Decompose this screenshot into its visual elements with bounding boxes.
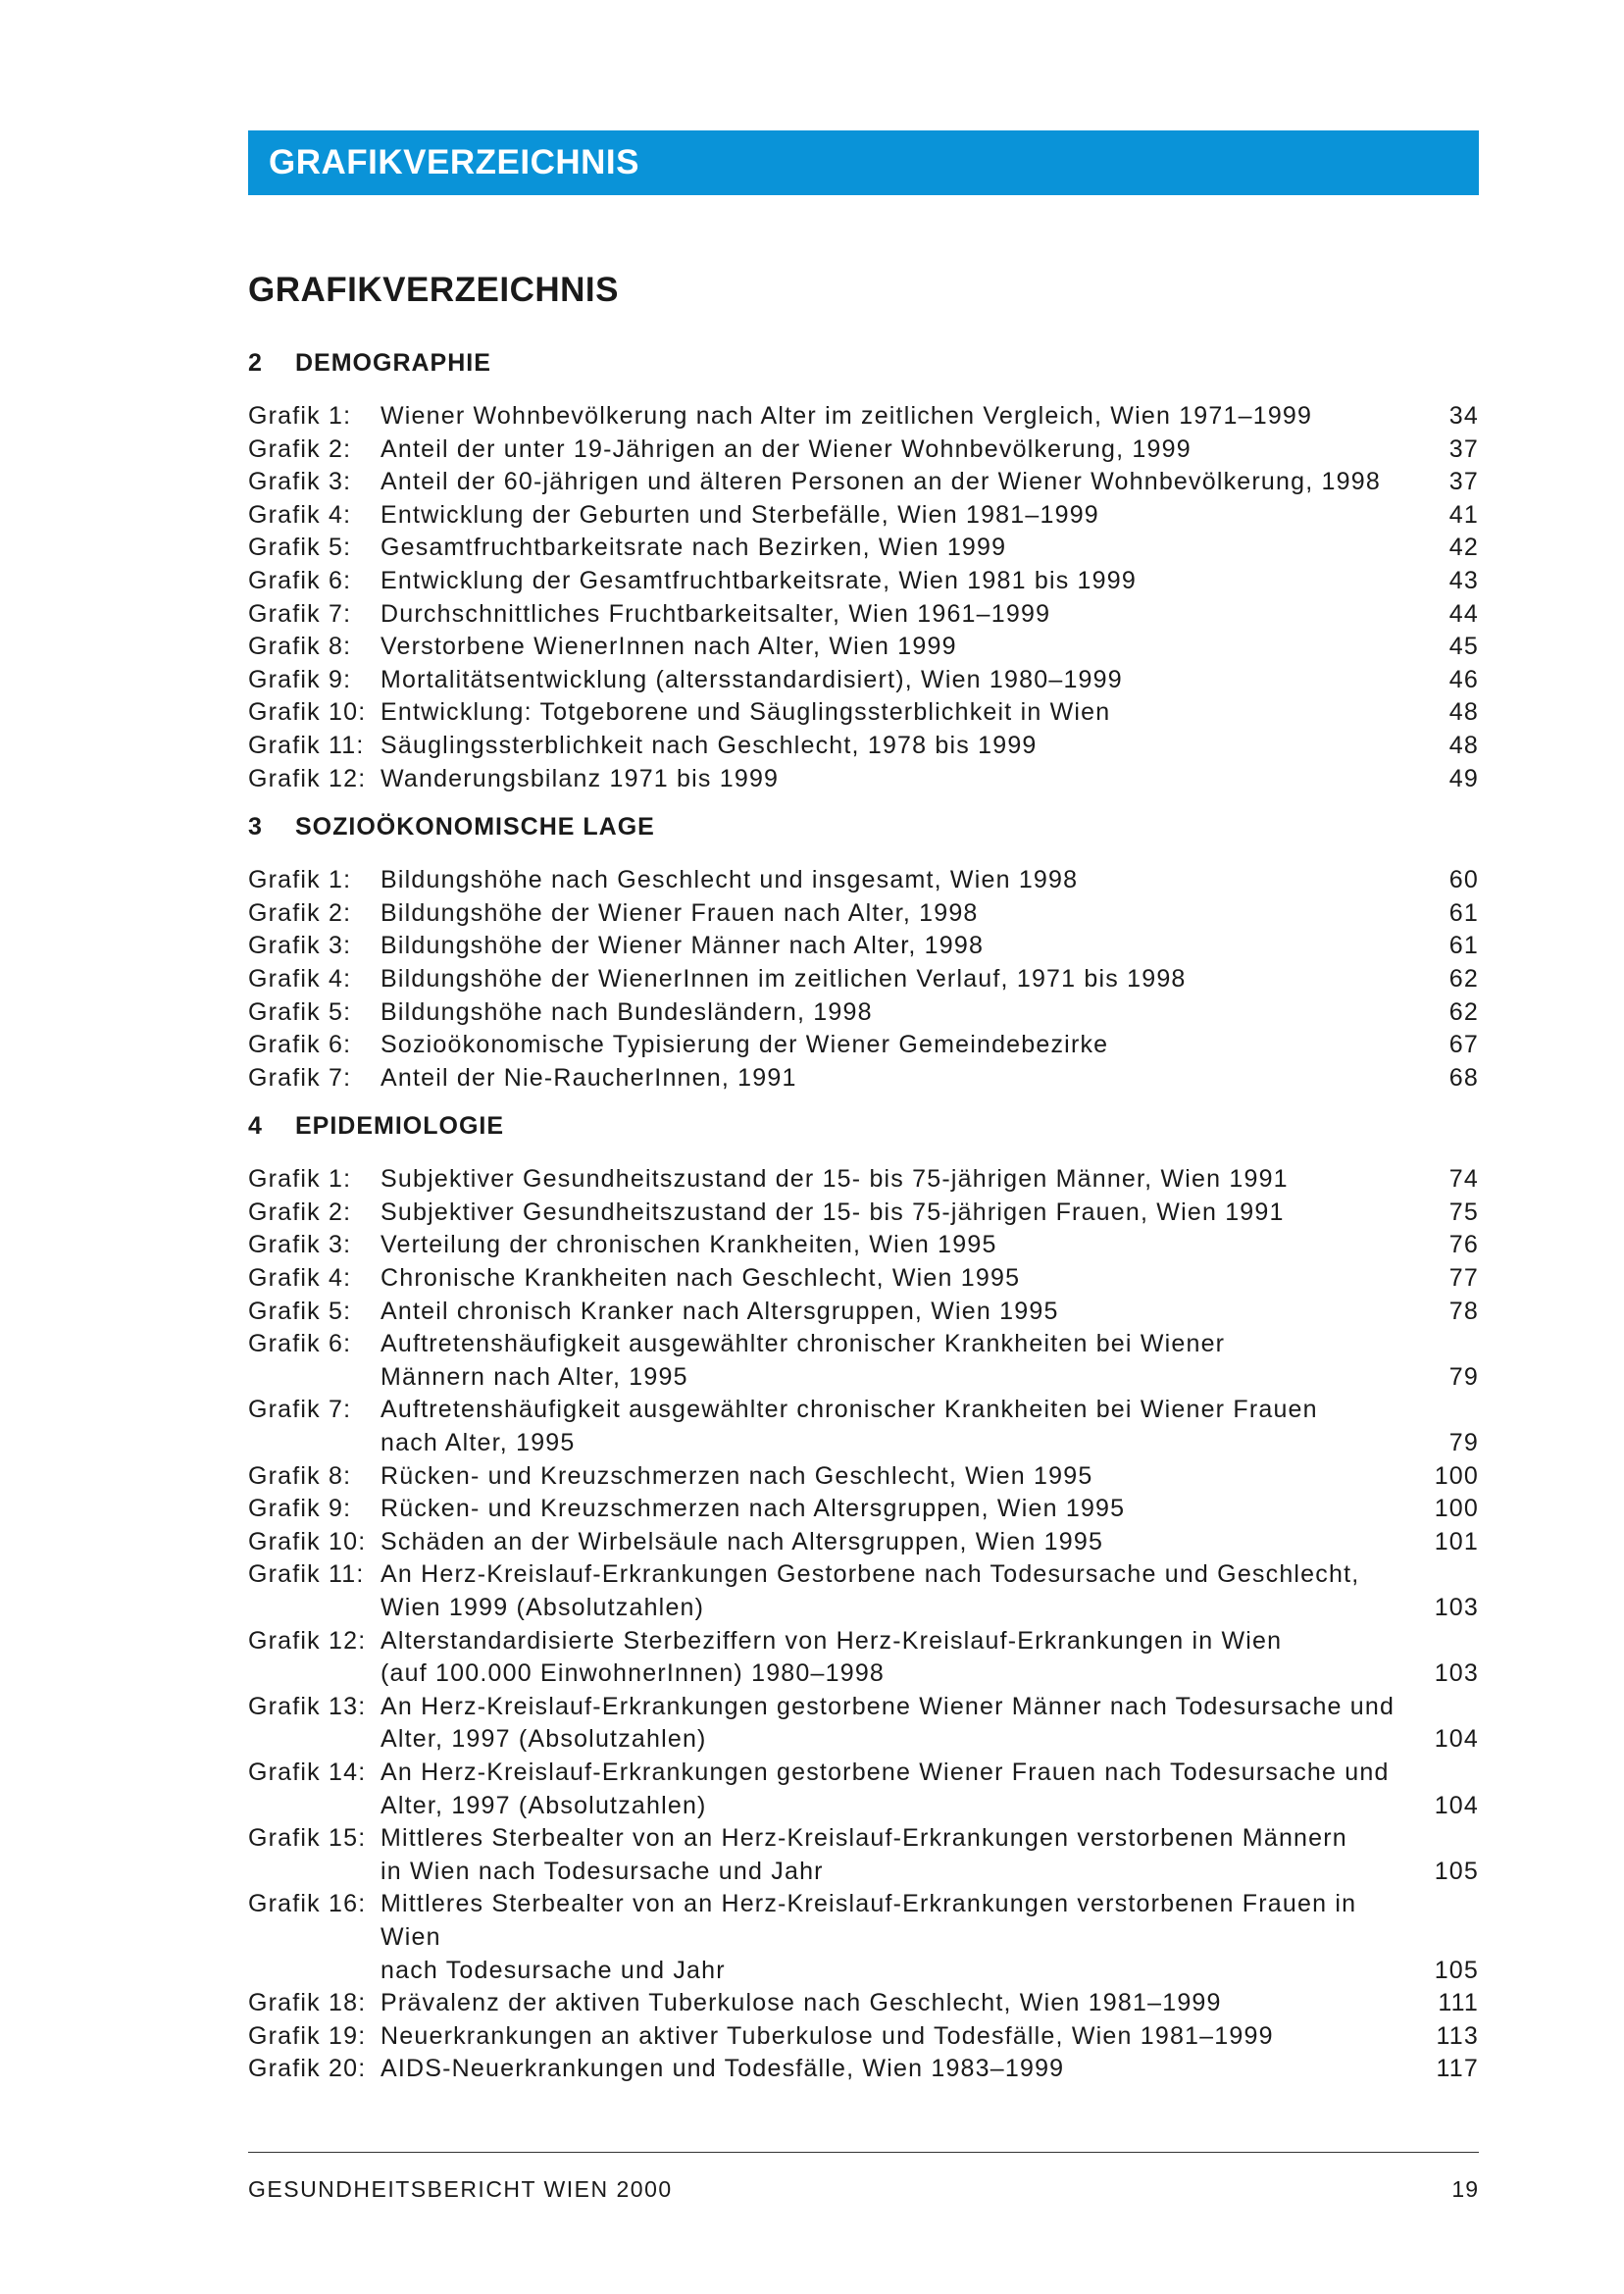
toc-section (248, 807, 1479, 1095)
entry-label: Grafik 5: (248, 997, 352, 1026)
page-title: GRAFIKVERZEICHNIS (248, 271, 619, 309)
entry-title: Bildungshöhe der Wiener Frauen nach Alter, 1998 (381, 898, 979, 927)
entry-page: 43 (1448, 566, 1479, 594)
entry-page: 78 (1448, 1297, 1479, 1325)
entry-page: 68 (1448, 1063, 1479, 1092)
section-number: 2 (248, 349, 263, 377)
section-title: DEMOGRAPHIE (295, 349, 491, 377)
toc-entry (248, 1987, 1479, 2020)
section-title: SOZIOÖKONOMISCHE LAGE (295, 813, 655, 841)
entry-title: Wanderungsbilanz 1971 bis 1999 (381, 764, 780, 792)
toc-entry (248, 466, 1479, 499)
entry-title: Anteil der unter 19-Jährigen an der Wiener Wohnbevölkerung, 1999 (381, 434, 1192, 463)
entry-page: 48 (1448, 698, 1479, 727)
entry-page: 60 (1448, 866, 1479, 894)
entry-page: 62 (1448, 997, 1479, 1026)
toc-entry (248, 2053, 1479, 2086)
entry-label: Grafik 4: (248, 500, 352, 529)
toc-entry (248, 1757, 1479, 1822)
entry-title: Durchschnittliches Fruchtbarkeitsalter, Wien 1961–1999 (381, 599, 1051, 628)
entry-title: Neuerkrankungen an aktiver Tuberkulose und Todesfälle, Wien 1981–1999 (381, 2021, 1274, 2050)
entry-page: 79 (1448, 1429, 1479, 1457)
entry-page: 111 (1438, 1989, 1479, 2017)
entry-page: 76 (1448, 1231, 1479, 1259)
entry-page: 75 (1448, 1198, 1479, 1226)
toc-entry (248, 631, 1479, 664)
entry-label: Grafik 1: (248, 1165, 352, 1194)
entry-label: Grafik 6: (248, 1330, 352, 1358)
section-number: 3 (248, 813, 263, 841)
section-number: 4 (248, 1112, 263, 1141)
toc-entry (248, 963, 1479, 996)
toc-entry (248, 1558, 1479, 1624)
entry-page: 46 (1448, 665, 1479, 693)
toc-entry (248, 996, 1479, 1030)
entry-title: Subjektiver Gesundheitszustand der 15- bis 75-jährigen Frauen, Wien 1991 (381, 1198, 1285, 1226)
toc-entry (248, 930, 1479, 963)
entry-page: 113 (1436, 2021, 1479, 2050)
banner-title: GRAFIKVERZEICHNIS (269, 143, 639, 181)
toc-entry (248, 400, 1479, 433)
entry-label: Grafik 8: (248, 1461, 352, 1490)
entry-title: An Herz-Kreislauf-Erkrankungen Gestorbene nach Todesursache und Geschlecht, Wien 1999 (Absolutzahlen) (381, 1560, 1360, 1621)
entry-title: Rücken- und Kreuzschmerzen nach Geschlecht, Wien 1995 (381, 1461, 1093, 1490)
entry-label: Grafik 6: (248, 1031, 352, 1059)
entry-title: Mortalitätsentwicklung (altersstandardisiert), Wien 1980–1999 (381, 665, 1123, 693)
entry-label: Grafik 12: (248, 764, 367, 792)
entry-page: 103 (1434, 1659, 1479, 1688)
entry-title: Sozioökonomische Typisierung der Wiener Gemeindebezirke (381, 1031, 1109, 1059)
entry-label: Grafik 10: (248, 698, 367, 727)
toc-entry (248, 1197, 1479, 1230)
toc-entry (248, 730, 1479, 763)
entry-title: AIDS-Neuerkrankungen und Todesfälle, Wien 1983–1999 (381, 2055, 1065, 2083)
entry-label: Grafik 4: (248, 964, 352, 993)
entry-label: Grafik 7: (248, 1396, 352, 1424)
entry-title: Anteil der 60-jährigen und älteren Personen an der Wiener Wohnbevölkerung, 1998 (381, 468, 1381, 496)
entry-title: Prävalenz der aktiven Tuberkulose nach Geschlecht, Wien 1981–1999 (381, 1989, 1222, 2017)
entry-page: 117 (1436, 2055, 1479, 2083)
toc-entry (248, 1691, 1479, 1757)
entry-label: Grafik 4: (248, 1264, 352, 1293)
toc-entry (248, 2020, 1479, 2054)
toc-entry (248, 1625, 1479, 1691)
entry-label: Grafik 12: (248, 1626, 367, 1655)
entry-label: Grafik 2: (248, 434, 352, 463)
toc-entry (248, 1262, 1479, 1296)
entry-label: Grafik 15: (248, 1824, 367, 1853)
toc-entry (248, 1394, 1479, 1459)
entry-title: Bildungshöhe nach Bundesländern, 1998 (381, 997, 873, 1026)
footer-publication-title: GESUNDHEITSBERICHT WIEN 2000 (248, 2176, 673, 2202)
entry-label: Grafik 7: (248, 599, 352, 628)
toc-entry (248, 1493, 1479, 1526)
entry-title: Mittleres Sterbealter von an Herz-Kreislauf-Erkrankungen verstorbenen Männern in Wien nach Todesursache und Jahr (381, 1824, 1347, 1885)
section-title: EPIDEMIOLOGIE (295, 1112, 505, 1141)
entry-title: Verstorbene WienerInnen nach Alter, Wien 1999 (381, 633, 957, 661)
toc-entry (248, 696, 1479, 730)
footer-page-number: 19 (1451, 2176, 1479, 2202)
entry-page: 34 (1448, 402, 1479, 430)
entry-page: 67 (1448, 1031, 1479, 1059)
entry-page: 37 (1448, 434, 1479, 463)
section-heading (248, 1106, 1479, 1146)
entry-page: 105 (1434, 1857, 1479, 1885)
toc-entry (248, 1822, 1479, 1888)
entry-page: 61 (1448, 932, 1479, 960)
entry-title: An Herz-Kreislauf-Erkrankungen gestorbene Wiener Männer nach Todesursache und Alter, 1997 (Absolutzahlen) (381, 1692, 1396, 1754)
entry-page: 74 (1448, 1165, 1479, 1194)
entry-title: Bildungshöhe der WienerInnen im zeitlichen Verlauf, 1971 bis 1998 (381, 964, 1187, 993)
entry-page: 61 (1448, 898, 1479, 927)
entry-title: Mittleres Sterbealter von an Herz-Kreislauf-Erkrankungen verstorbenen Frauen in Wien nach Todesursache und Jahr (381, 1890, 1357, 1984)
toc-section (248, 343, 1479, 795)
toc-entry (248, 1062, 1479, 1096)
toc-entry (248, 433, 1479, 467)
entry-title: Alterstandardisierte Sterbeziffern von Herz-Kreislauf-Erkrankungen in Wien (auf 100.000 EinwohnerInnen) 1980–1998 (381, 1626, 1283, 1688)
entry-page: 77 (1448, 1264, 1479, 1293)
section-heading (248, 343, 1479, 382)
entry-label: Grafik 2: (248, 898, 352, 927)
entry-label: Grafik 1: (248, 402, 352, 430)
entry-title: Entwicklung der Gesamtfruchtbarkeitsrate, Wien 1981 bis 1999 (381, 566, 1137, 594)
entry-page: 49 (1448, 764, 1479, 792)
header-banner (248, 130, 1479, 195)
entry-label: Grafik 5: (248, 1297, 352, 1325)
entry-title: Chronische Krankheiten nach Geschlecht, Wien 1995 (381, 1264, 1021, 1293)
entry-label: Grafik 18: (248, 1989, 367, 2017)
entry-label: Grafik 11: (248, 1560, 365, 1589)
entry-title: Wiener Wohnbevölkerung nach Alter im zeitlichen Vergleich, Wien 1971–1999 (381, 402, 1313, 430)
toc-entry (248, 763, 1479, 796)
toc-entry (248, 598, 1479, 632)
entry-title: Entwicklung: Totgeborene und Säuglingssterblichkeit in Wien (381, 698, 1111, 727)
entry-label: Grafik 13: (248, 1692, 367, 1720)
entry-page: 104 (1434, 1725, 1479, 1754)
entry-page: 45 (1448, 633, 1479, 661)
entry-title: Bildungshöhe nach Geschlecht und insgesamt, Wien 1998 (381, 866, 1079, 894)
entry-label: Grafik 10: (248, 1527, 367, 1555)
entry-page: 62 (1448, 964, 1479, 993)
entry-page: 100 (1434, 1495, 1479, 1523)
section-heading (248, 807, 1479, 846)
entry-page: 100 (1434, 1461, 1479, 1490)
toc-entry (248, 565, 1479, 598)
entry-label: Grafik 3: (248, 1231, 352, 1259)
entry-title: Gesamtfruchtbarkeitsrate nach Bezirken, Wien 1999 (381, 534, 1007, 562)
entry-page: 101 (1434, 1527, 1479, 1555)
entry-title: Schäden an der Wirbelsäule nach Altersgruppen, Wien 1995 (381, 1527, 1104, 1555)
entry-label: Grafik 20: (248, 2055, 367, 2083)
entry-page: 41 (1448, 500, 1479, 529)
entry-title: An Herz-Kreislauf-Erkrankungen gestorbene Wiener Frauen nach Todesursache und Alter, 1997 (Absolutzahlen) (381, 1758, 1390, 1819)
entry-title: Entwicklung der Geburten und Sterbefälle, Wien 1981–1999 (381, 500, 1099, 529)
entry-title: Bildungshöhe der Wiener Männer nach Alter, 1998 (381, 932, 985, 960)
entry-label: Grafik 2: (248, 1198, 352, 1226)
entry-page: 37 (1448, 468, 1479, 496)
toc-entry (248, 1460, 1479, 1494)
entry-label: Grafik 1: (248, 866, 352, 894)
entry-page: 79 (1448, 1362, 1479, 1391)
entry-page: 48 (1448, 731, 1479, 759)
toc-entry (248, 1296, 1479, 1329)
entry-title: Rücken- und Kreuzschmerzen nach Altersgruppen, Wien 1995 (381, 1495, 1126, 1523)
entry-label: Grafik 19: (248, 2021, 367, 2050)
toc-entry (248, 897, 1479, 931)
toc-section (248, 1106, 1479, 2086)
toc-entry (248, 1526, 1479, 1559)
toc-entry (248, 499, 1479, 533)
entry-title: Anteil chronisch Kranker nach Altersgruppen, Wien 1995 (381, 1297, 1059, 1325)
toc-entry (248, 1029, 1479, 1062)
entry-title: Auftretenshäufigkeit ausgewählter chronischer Krankheiten bei Wiener Frauen nach Alter, 1995 (381, 1396, 1318, 1457)
entry-title: Anteil der Nie-RaucherInnen, 1991 (381, 1063, 797, 1092)
entry-page: 103 (1434, 1594, 1479, 1621)
entry-label: Grafik 6: (248, 566, 352, 594)
entry-label: Grafik 8: (248, 633, 352, 661)
entry-label: Grafik 3: (248, 468, 352, 496)
entry-title: Auftretenshäufigkeit ausgewählter chronischer Krankheiten bei Wiener Männern nach Alter, 1995 (381, 1330, 1226, 1391)
toc-entry (248, 1328, 1479, 1394)
toc-entry (248, 1888, 1479, 1987)
entry-title: Subjektiver Gesundheitszustand der 15- bis 75-jährigen Männer, Wien 1991 (381, 1165, 1289, 1194)
entry-label: Grafik 14: (248, 1758, 367, 1786)
toc-entry (248, 664, 1479, 697)
entry-label: Grafik 9: (248, 665, 352, 693)
toc-entry (248, 1229, 1479, 1262)
toc-entry (248, 532, 1479, 565)
entry-title: Verteilung der chronischen Krankheiten, Wien 1995 (381, 1231, 997, 1259)
entry-label: Grafik 5: (248, 534, 352, 562)
entry-page: 105 (1434, 1956, 1479, 1984)
toc-entry (248, 1163, 1479, 1197)
entry-label: Grafik 11: (248, 731, 365, 759)
entry-label: Grafik 9: (248, 1495, 352, 1523)
entry-label: Grafik 3: (248, 932, 352, 960)
footer-divider (248, 2152, 1479, 2153)
entry-label: Grafik 7: (248, 1063, 352, 1092)
table-of-figures (248, 343, 1479, 2098)
entry-label: Grafik 16: (248, 1890, 367, 1918)
toc-entry (248, 864, 1479, 897)
entry-page: 44 (1448, 599, 1479, 628)
entry-title: Säuglingssterblichkeit nach Geschlecht, 1978 bis 1999 (381, 731, 1038, 759)
entry-page: 42 (1448, 534, 1479, 562)
entry-page: 104 (1434, 1791, 1479, 1819)
